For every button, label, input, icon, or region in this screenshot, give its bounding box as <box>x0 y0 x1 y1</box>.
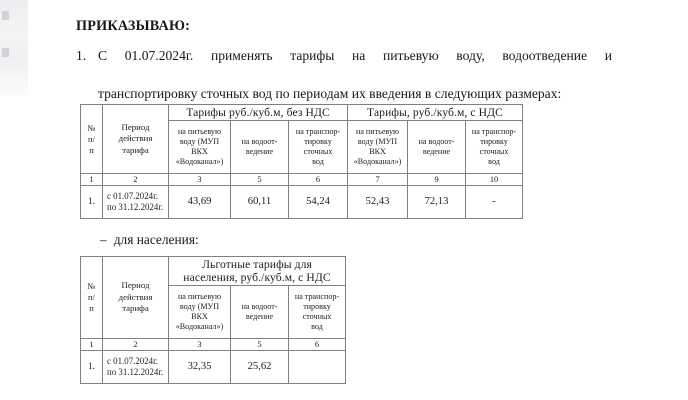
subheader-line: вод <box>312 156 324 166</box>
header-cell-period <box>103 105 169 174</box>
subheader-line: на питьевую <box>177 127 222 137</box>
subheader-line: на транспор- <box>471 127 517 137</box>
table-benefits <box>80 256 346 384</box>
cell-sewerage-novat: 60,11 <box>231 186 289 219</box>
period-line-3: тарифа <box>122 303 149 314</box>
subheader-sewerage-vat <box>408 121 466 174</box>
subheader-line: воду (МУП <box>179 302 220 312</box>
subclause-population <box>100 232 199 248</box>
np-line-3: п <box>89 303 94 313</box>
subheader-line: «Водоканал») <box>175 156 224 166</box>
subclause-dash: – <box>100 232 107 247</box>
header-cell-period <box>103 257 169 339</box>
subheader-line: на питьевую <box>177 292 222 302</box>
clause-1 <box>76 46 612 103</box>
subheader-drinking-water <box>169 286 231 339</box>
row-period-line: с 01.07.2024г. <box>107 190 158 201</box>
cell-drinking-water-novat: 43,69 <box>169 186 231 219</box>
subheader-line: сточных <box>479 147 509 156</box>
cell-sewerage: 25,62 <box>231 351 289 384</box>
subheader-line: на питьевую <box>355 127 400 137</box>
table-header-row <box>81 257 346 286</box>
subheader-line: ВКХ <box>369 147 386 156</box>
period-line-1: Период <box>121 280 150 291</box>
table-tariffs <box>80 104 523 219</box>
row-number: 1. <box>81 351 103 384</box>
np-line-2: п/ <box>88 133 95 144</box>
group-head-line-1: Льготные тарифы для <box>202 258 312 271</box>
np-line-1: № <box>87 122 96 133</box>
subheader-line: ВКХ <box>191 312 208 321</box>
subheader-line: на водоот- <box>418 137 455 147</box>
np-line-2: п/ <box>88 292 95 302</box>
subheader-line: «Водоканал») <box>175 321 224 331</box>
row-period-line: по 31.12.2024г. <box>107 367 164 377</box>
subheader-drinking-water-novat <box>169 121 231 174</box>
table-column-number-row <box>81 339 346 351</box>
subheader-line: вод <box>488 156 500 166</box>
subheader-line: «Водоканал») <box>353 156 402 166</box>
colnum: 6 <box>289 339 346 351</box>
colnum: 9 <box>408 174 466 186</box>
cell-drinking-water-vat: 52,43 <box>348 186 408 219</box>
subheader-line: на водоот- <box>241 137 278 147</box>
table-row <box>81 186 523 219</box>
table-column-number-row <box>81 174 523 186</box>
colnum: 2 <box>103 174 169 186</box>
table-row <box>81 351 346 384</box>
subheader-line: ведение <box>245 147 274 156</box>
np-line-1: № <box>87 281 96 291</box>
clause-line-1: С 01.07.2024г. применять тарифы на питьевую воду, водоотведение и <box>98 48 612 63</box>
colnum: 6 <box>289 174 348 186</box>
cell-sewerage-vat: 72,13 <box>408 186 466 219</box>
subheader-drinking-water-vat <box>348 121 408 174</box>
subheader-line: воду (МУП <box>357 137 398 147</box>
cell-transport-novat: 54,24 <box>289 186 348 219</box>
header-group-with-vat: Тарифы, руб./куб.м, с НДС <box>348 105 523 121</box>
header-cell-np <box>81 257 103 339</box>
subheader-sewerage-novat <box>231 121 289 174</box>
colnum: 5 <box>231 174 289 186</box>
subheader-transport <box>289 286 346 339</box>
subheader-line: вод <box>311 321 323 331</box>
subheader-sewerage <box>231 286 289 339</box>
subheader-line: сточных <box>302 312 332 321</box>
row-period <box>103 186 169 219</box>
order-heading: ПРИКАЗЫВАЮ: <box>76 18 191 34</box>
subheader-line: ведение <box>245 312 274 321</box>
colnum: 7 <box>348 174 408 186</box>
subheader-transport-vat <box>466 121 523 174</box>
subheader-transport-novat <box>289 121 348 174</box>
clause-line-2: транспортировку сточных вод по периодам их введения в следующих размерах: <box>98 86 562 101</box>
subheader-line: на транспор- <box>294 292 340 302</box>
colnum: 3 <box>169 174 231 186</box>
subclause-text: для населения: <box>113 232 199 247</box>
period-line-3: тарифа <box>122 144 149 155</box>
row-period-line: по 31.12.2024г. <box>107 202 164 212</box>
period-line-2: действия <box>118 291 153 302</box>
period-line-2: действия <box>118 133 153 144</box>
subheader-line: тировку <box>480 137 508 147</box>
subheader-line: на транспор- <box>295 127 341 137</box>
header-group-without-vat: Тарифы руб./куб.м, без НДС <box>169 105 348 121</box>
cell-drinking-water: 32,35 <box>169 351 231 384</box>
clause-text <box>98 46 612 103</box>
subheader-line: ведение <box>422 147 451 156</box>
colnum: 5 <box>231 339 289 351</box>
subheader-line: воду (МУП <box>179 137 220 147</box>
colnum: 10 <box>466 174 523 186</box>
row-number: 1. <box>81 186 103 219</box>
header-cell-np <box>81 105 103 174</box>
header-group-benefits <box>169 257 346 286</box>
subheader-line: тировку <box>304 137 332 147</box>
subheader-line: тировку <box>303 302 331 312</box>
subheader-line: ВКХ <box>191 147 208 156</box>
cell-transport <box>289 351 346 384</box>
subheader-line: сточных <box>303 147 333 156</box>
table-header-row <box>81 105 523 121</box>
colnum: 1 <box>81 174 103 186</box>
cell-transport-vat: - <box>466 186 523 219</box>
row-period <box>103 351 169 384</box>
period-line-1: Период <box>121 121 150 132</box>
colnum: 3 <box>169 339 231 351</box>
subheader-line: на водоот- <box>241 302 278 312</box>
group-head-line-2: населения, руб./куб.м, с НДС <box>183 271 331 284</box>
colnum: 1 <box>81 339 103 351</box>
colnum: 2 <box>103 339 169 351</box>
row-period-line: с 01.07.2024г. <box>107 355 158 366</box>
np-line-3: п <box>89 144 94 155</box>
clause-number: 1. <box>76 48 87 63</box>
